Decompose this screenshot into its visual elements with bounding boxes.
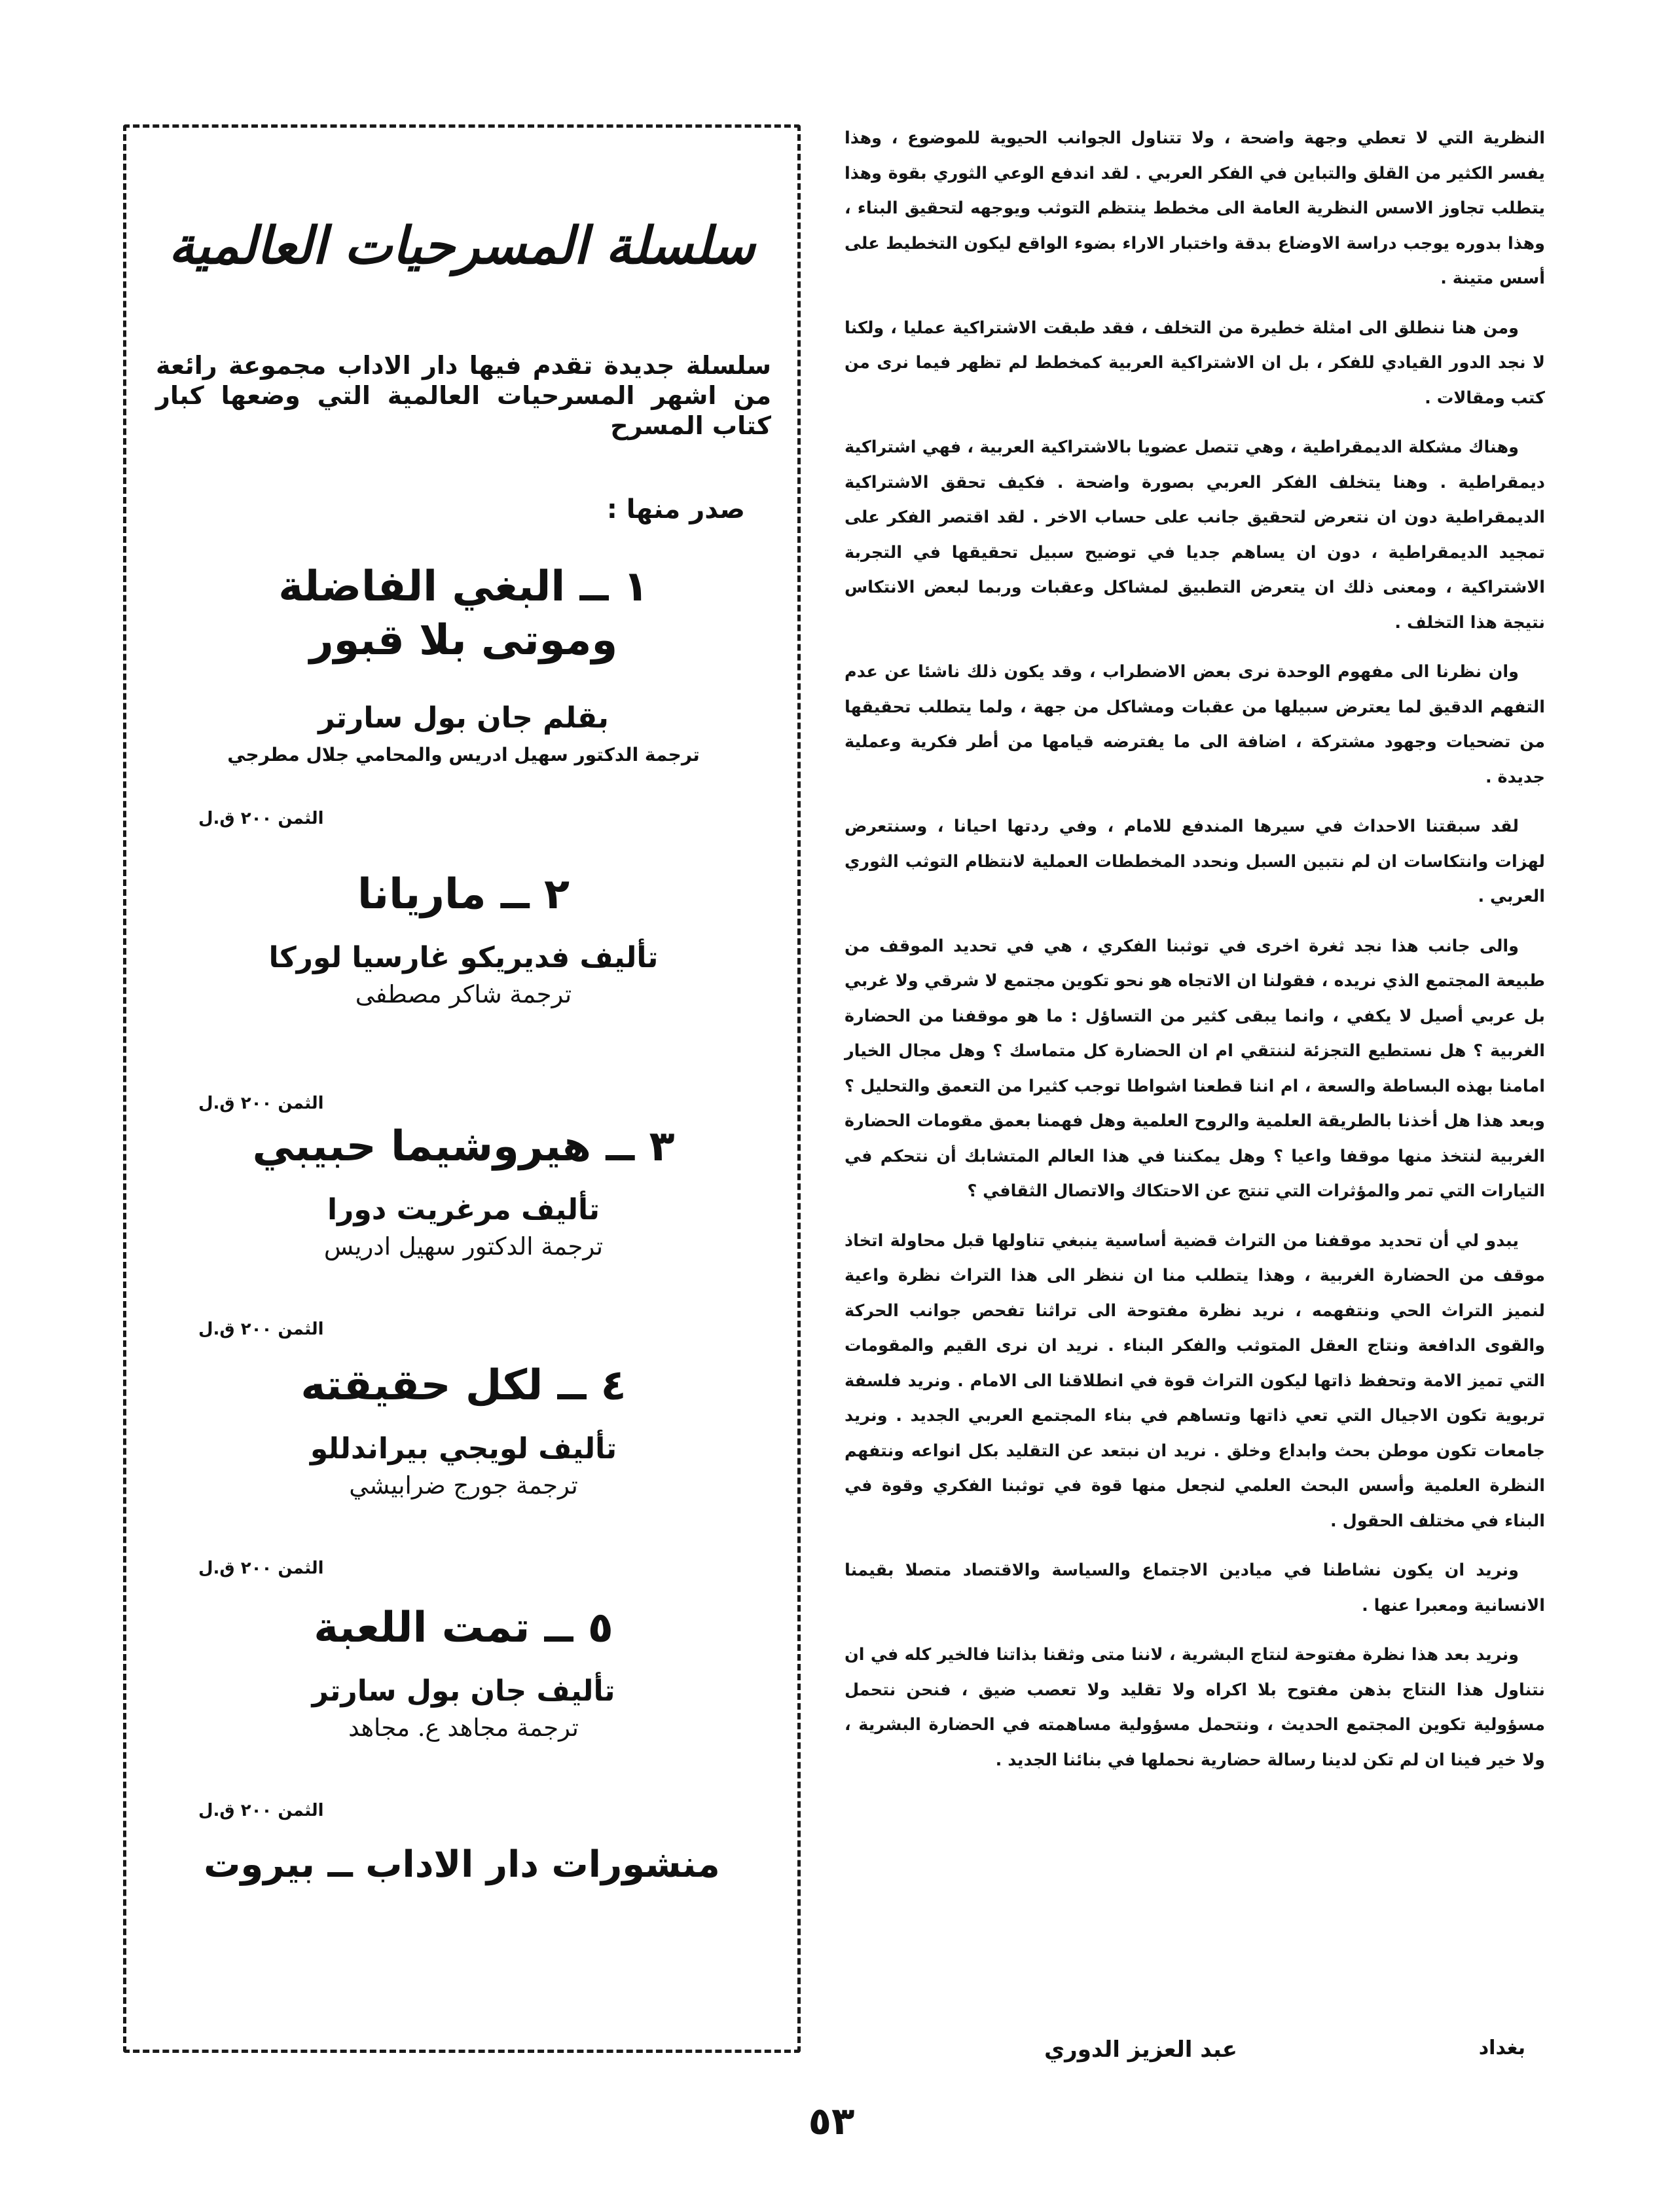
book-price: الثمن ٢٠٠ ق.ل — [198, 809, 324, 828]
book-author: تأليف فديريكو غارسيا لوركا — [268, 941, 659, 974]
article-paragraph: لقد سبقتنا الاحداث في سيرها المندفع للامام ، وفي ردتها احيانا ، وسنتعرض لهزات وانتكاسات ان لم نتبين السبل ونحدد المخططات العملية لانتظام التوثب الثوري العربي . — [845, 817, 1545, 906]
series-title: سلسلة المسرحيات العالمية — [168, 216, 755, 276]
book-price: الثمن ٢٠٠ ق.ل — [198, 1558, 324, 1578]
book-entry — [156, 868, 771, 1010]
book-author: تأليف جان بول سارتر — [312, 1674, 615, 1708]
book-title: ٢ ــ ماريانا — [357, 870, 570, 919]
book-price: الثمن ٢٠٠ ق.ل — [198, 1801, 324, 1820]
book-author: تأليف لويجي بيراندللو — [310, 1432, 617, 1465]
book-title: ٣ ــ هيروشيما حبيبي — [252, 1122, 675, 1171]
signature-author: عبد العزيز الدوري — [1044, 2037, 1237, 2063]
book-title: ٤ ــ لكل حقيقته — [300, 1361, 627, 1410]
article-paragraph: وان نظرنا الى مفهوم الوحدة نرى بعض الاضطراب ، وقد يكون ذلك ناشئا عن عدم التفهم الدقيق لما يعترض سبيلها من عقبات ومشاكل من جهة ، ولما يتطلب تحقيقها من تضحيات وجهود مشتركة ، اضافة الى ما يفترضه قيامها من أطر فكرية وعملية جديدة . — [845, 662, 1545, 787]
book-entry — [156, 1601, 771, 1744]
book-translator: ترجمة مجاهد ع. مجاهد — [348, 1714, 579, 1742]
series-intro: سلسلة جديدة تقدم فيها دار الاداب مجموعة رائعة من اشهر المسرحيات العالمية التي وضعها كبار كتاب المسرح — [156, 351, 771, 440]
book-translator: ترجمة الدكتور سهيل ادريس والمحامي جلال مطرجي — [227, 744, 700, 765]
book-translator: ترجمة الدكتور سهيل ادريس — [323, 1232, 604, 1261]
book-entry — [156, 1359, 771, 1502]
article-paragraph: ونريد بعد هذا نظرة مفتوحة لنتاج البشرية ، لاننا متى وثقنا بذاتنا فالخير كله في ان نتناول هذا النتاج بذهن مفتوح بلا اكراه ولا تقليد ولا تعصب ضيق ، فنحن نتحمل مسؤولية تكوين المجتمع الحديث ، ونتحمل مسؤولية مساهمته في الحضارة البشرية ، ولا خير فينا ان لم تكن لدينا رسالة حضارية نحملها في بنائنا الجديد . — [845, 1645, 1545, 1770]
article-signature — [845, 2037, 1545, 2076]
book-subtitle: وموتى بلا قبور — [309, 616, 618, 665]
article-paragraph: والى جانب هذا نجد ثغرة اخرى في توثبنا الفكري ، هي في تحديد الموقف من طبيعة المجتمع الذي نريده ، فقولنا ان الاتجاه هو نحو تكوين مجتمع لا شرقي ولا غربي بل عربي أصيل لا يكفي ، وانما يبقى كثير من التساؤل : ما هو موقفنا من الحضارة الغربية ؟ هل نستطيع التجزئة لننتقي ام ان الحضارة كل متماسك ؟ وهل مجال الخيار امامنا بهذه البساطة والسعة ، ام اننا قطعنا اشواطا توجب كثيرا من التعمق والتحليل ؟ وبعد هذا هل أخذنا بالطريقة العلمية والروح العلمية وهل فهمنا بعمق مقومات الحضارة الغربية لنتخذ منها موقفا واعيا ؟ وهل يمكننا في هذا العالم المتشابك أن نتحكم في التيارات التي تمر والمؤثرات التي تنتج عن الاحتكاك والاتصال الثقافي ؟ — [845, 936, 1545, 1201]
book-price: الثمن ٢٠٠ ق.ل — [198, 1094, 324, 1113]
signature-city: بغداد — [1478, 2037, 1525, 2059]
book-author: تأليف مرغريت دورا — [327, 1193, 600, 1226]
article-paragraph: يبدو لي أن تحديد موقفنا من التراث قضية أساسية ينبغي تناولها قبل محاولة اتخاذ موقف من الحضارة الغربية ، وهذا يتطلب منا ان ننظر الى هذا التراث نظرة واعية لنميز التراث الحي ونتفهمه ، نريد نظرة مفتوحة الى تراثنا تفحص جوانب الحركة والقوى الدافعة ونتاج العقل المتوثب والفكر البناء . نريد ان نرى القيم والمقومات التي تميز الامة وتحفظ ذاتها ليكون التراث قوة في انطلاقنا الى الامام . ونريد فلسفة تربوية تكون الاجيال التي تعي ذاتها وتساهم في بناء المجتمع العربي الجديد . ونريد جامعات تكون موطن بحث وابداع وخلق . نريد ان نبتعد عن التقليد بكل انواعه ونتفهم النظرة العلمية وأسس البحث العلمي لنجعل منها قوة في توثبنا الفكري وقوة في البناء في مختلف الحقول . — [845, 1230, 1545, 1531]
book-price: الثمن ٢٠٠ ق.ل — [198, 1319, 324, 1339]
book-entry — [156, 1120, 771, 1263]
book-entry — [156, 560, 771, 771]
book-translator: ترجمة شاكر مصطفى — [355, 980, 572, 1008]
publisher-line: منشورات دار الاداب ــ بيروت — [204, 1843, 720, 1886]
page-number: ٥٣ — [808, 2099, 855, 2143]
article-paragraph: النظرية التي لا تعطي وجهة واضحة ، ولا تتناول الجوانب الحيوية للموضوع ، وهذا يفسر الكثير من القلق والتباين في الفكر العربي . لقد اندفع الوعي الثوري بقوة وهذا يتطلب تجاوز الاسس النظرية العامة الى مخطط ينتظم التوثب ويوجهه لتحقيق البناء ، وهذا بدوره يوجب دراسة الاوضاع بدقة واختبار الاراء بضوء الواقع ليكون التخطيط على أسس متينة . — [845, 128, 1545, 288]
article-paragraph: ومن هنا ننطلق الى امثلة خطيرة من التخلف ، فقد طبقت الاشتراكية عمليا ، ولكنا لا نجد الدور القيادي للفكر ، بل ان الاشتراكية العربية كمخطط لم تظهر فيما نرى من كتب ومقالات . — [845, 318, 1545, 408]
article-paragraph: ونريد ان يكون نشاطنا في ميادين الاجتماع والسياسة والاقتصاد متصلا بقيمنا الانسانية ومعبرا عنها . — [845, 1560, 1545, 1615]
article-body — [845, 121, 1545, 1792]
advertisement-box — [123, 124, 801, 2053]
issued-label: صدر منها : — [606, 494, 745, 525]
book-title: ٥ ــ تمت اللعبة — [314, 1604, 613, 1652]
article-paragraph: وهناك مشكلة الديمقراطية ، وهي تتصل عضويا بالاشتراكية العربية ، فهي اشتراكية ديمقراطية . وهنا يتخلف الفكر العربي بصورة واضحة . فكيف تحقق الاشتراكية الديمقراطية دون ان نتعرض لتحقيق جانب على حساب الاخر . لقد اقتصر الفكر على تمجيد الديمقراطية ، دون ان يساهم جديا في توضيح سبيل تحقيقها في التجربة الاشتراكية ، ومعنى ذلك ان يتعرض التطبيق لمشاكل وعقبات وربما لبعض الانتكاس نتيجة هذا التخلف . — [845, 437, 1545, 633]
book-title: ١ ــ البغي الفاضلة — [278, 562, 649, 611]
book-author: بقلم جان بول سارتر — [318, 701, 609, 735]
book-translator: ترجمة جورج ضرابيشي — [349, 1471, 578, 1500]
